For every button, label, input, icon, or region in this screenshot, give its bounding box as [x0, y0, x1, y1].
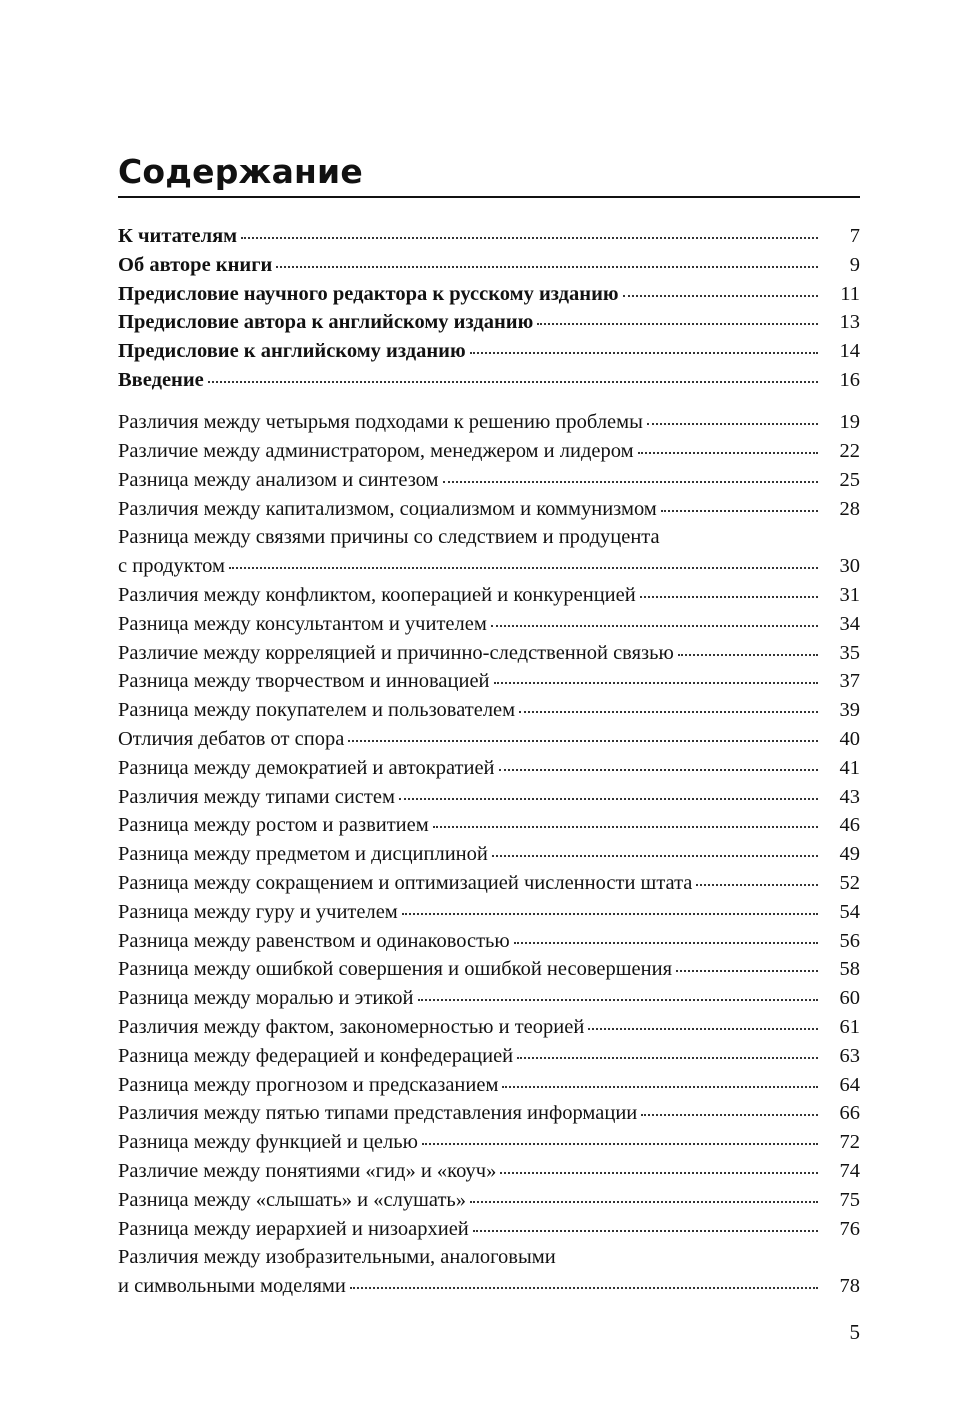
toc-chapter-entry[interactable]	[118, 466, 860, 495]
dot-leader	[418, 998, 818, 1001]
toc-entry-title: Различие между понятиями «гид» и «коуч»	[118, 1160, 497, 1182]
toc-page-number: 58	[839, 958, 860, 981]
dot-leader	[399, 797, 818, 800]
toc-chapter-entry[interactable]	[118, 667, 860, 696]
toc-chapter-entry[interactable]	[118, 1243, 860, 1301]
toc-entry-title: Отличия дебатов от спора	[118, 728, 345, 751]
toc-page-number: 22	[839, 440, 860, 463]
dot-leader	[241, 236, 818, 239]
dot-leader	[661, 509, 818, 512]
toc-page-number: 61	[839, 1016, 860, 1039]
toc-entry-title: Разница между ростом и развитием	[118, 814, 429, 837]
dot-leader	[638, 451, 818, 454]
dot-leader	[348, 739, 818, 742]
toc-entry-title: Об авторе книги	[118, 253, 273, 276]
dot-leader	[588, 1027, 818, 1030]
toc-entry-title: Разница между функцией и целью	[118, 1131, 418, 1154]
dot-leader	[641, 1113, 818, 1116]
dot-leader	[422, 1142, 818, 1145]
dot-leader	[517, 1056, 818, 1059]
dot-leader	[491, 624, 818, 627]
toc-entry-title: Различия между типами систем	[118, 785, 395, 808]
dot-leader	[229, 566, 818, 569]
toc-entry-title: Различия между фактом, закономерностью и теорией	[118, 1016, 585, 1039]
toc-page-number: 74	[839, 1160, 860, 1182]
dot-leader	[443, 480, 818, 483]
dot-leader	[470, 1200, 818, 1203]
toc-entry-title: Различия между пятью типами представления информации	[118, 1102, 638, 1125]
toc-page-number: 60	[839, 987, 860, 1010]
toc-chapter-entry[interactable]	[118, 610, 860, 639]
toc-chapter-entry[interactable]	[118, 955, 860, 984]
toc-entry-title: Различие между администратором, менеджером и лидером	[118, 440, 634, 463]
toc-chapter-entry[interactable]	[118, 869, 860, 898]
toc-page-number: 43	[839, 785, 860, 808]
dot-leader	[208, 380, 818, 383]
toc-page-number: 7	[849, 225, 860, 247]
toc-entry-title: с продуктом	[118, 555, 225, 578]
toc-page-number: 14	[839, 340, 860, 363]
toc-entry-title: Различия между капитализмом, социализмом и коммунизмом	[118, 497, 657, 520]
dot-leader	[492, 854, 818, 857]
toc-chapter-entry[interactable]	[118, 495, 860, 524]
toc-front-matter-entry[interactable]	[118, 222, 860, 251]
dot-leader	[514, 941, 818, 944]
toc-chapter-entry[interactable]	[118, 984, 860, 1013]
toc-chapter-entry[interactable]	[118, 437, 860, 466]
toc-chapter-entry[interactable]	[118, 1099, 860, 1128]
toc-front-matter-entry[interactable]	[118, 251, 860, 280]
dot-leader	[678, 653, 818, 656]
toc-entry-title: Предисловие научного редактора к русскому изданию	[118, 282, 619, 305]
page-number: 5	[849, 1320, 860, 1344]
toc-page-number: 54	[839, 900, 860, 923]
toc-chapter-entry[interactable]	[118, 696, 860, 725]
dot-leader	[500, 1171, 818, 1174]
toc-front-matter-entry[interactable]	[118, 308, 860, 337]
toc-page-number: 13	[839, 311, 860, 334]
table-of-contents	[118, 222, 860, 1301]
toc-chapter-entry[interactable]	[118, 811, 860, 840]
dot-leader	[647, 422, 818, 425]
toc-chapter-entry[interactable]	[118, 898, 860, 927]
toc-front-matter-entry[interactable]	[118, 337, 860, 366]
toc-entry-title: Введение	[118, 368, 204, 391]
toc-chapter-entry[interactable]	[118, 840, 860, 869]
toc-entry-title: Различие между корреляцией и причинно-следственной связью	[118, 641, 674, 664]
toc-entry-title: Разница между демократией и автократией	[118, 756, 495, 779]
toc-chapter-entry[interactable]	[118, 408, 860, 437]
toc-entry-title: Разница между моралью и этикой	[118, 987, 414, 1010]
toc-page-number: 30	[839, 555, 860, 578]
dot-leader	[350, 1286, 818, 1289]
toc-chapter-entry[interactable]	[118, 1215, 860, 1244]
toc-entry-title: Разница между ошибкой совершения и ошибкой несовершения	[118, 958, 673, 981]
toc-page-number: 64	[839, 1073, 860, 1096]
toc-page-number: 40	[839, 728, 860, 751]
dot-leader	[276, 265, 818, 268]
toc-chapter-entry[interactable]	[118, 754, 860, 783]
toc-page-number: 56	[839, 929, 860, 952]
toc-page-number: 66	[839, 1102, 860, 1125]
dot-leader	[473, 1229, 818, 1232]
toc-chapter-entry[interactable]	[118, 1071, 860, 1100]
toc-chapter-entry[interactable]	[118, 1013, 860, 1042]
toc-entry-title: Различия между четырьмя подходами к решению проблемы	[118, 411, 643, 434]
toc-entry-title: Разница между связями причины со следствием и продуцента	[118, 526, 660, 549]
toc-page-number: 46	[839, 814, 860, 837]
toc-chapter-entry[interactable]	[118, 725, 860, 754]
toc-chapter-entry[interactable]	[118, 927, 860, 956]
toc-page-number: 11	[840, 282, 860, 305]
toc-page-number: 75	[839, 1188, 860, 1211]
toc-page-number: 52	[839, 872, 860, 895]
toc-page-number: 72	[839, 1131, 860, 1154]
toc-chapter-entry[interactable]	[118, 783, 860, 812]
toc-entry-title: Разница между консультантом и учителем	[118, 612, 487, 635]
toc-page-number: 34	[839, 612, 860, 635]
toc-entry-title: Разница между «слышать» и «слушать»	[118, 1188, 466, 1211]
dot-leader	[494, 681, 818, 684]
toc-page-number: 19	[839, 411, 860, 434]
dot-leader	[640, 595, 818, 598]
toc-entry-title: Различия между конфликтом, кооперацией и конкуренцией	[118, 584, 636, 607]
toc-chapter-entry[interactable]	[118, 1042, 860, 1071]
dot-leader	[402, 912, 818, 915]
toc-entry-title: К читателям	[118, 225, 238, 247]
toc-entry-title: Разница между анализом и синтезом	[118, 468, 439, 491]
toc-entry-title: Разница между творчеством и инновацией	[118, 670, 490, 693]
dot-leader	[433, 825, 818, 828]
toc-page-number: 9	[849, 253, 860, 276]
toc-chapter-entry[interactable]	[118, 1157, 860, 1186]
toc-entry-title: Разница между федерацией и конфедерацией	[118, 1044, 514, 1067]
toc-entry-title: Различия между изобразительными, аналоговыми	[118, 1246, 556, 1269]
toc-entry-title: и символьными моделями	[118, 1275, 346, 1298]
title-rule	[118, 196, 860, 198]
toc-chapter-entry[interactable]	[118, 581, 860, 610]
dot-leader	[519, 710, 818, 713]
dot-leader	[499, 768, 818, 771]
toc-page-number: 25	[839, 468, 860, 491]
dot-leader	[676, 969, 818, 972]
toc-entry-title: Предисловие к английскому изданию	[118, 340, 466, 363]
toc-chapter-entry[interactable]	[118, 523, 860, 581]
toc-page-number: 78	[839, 1275, 860, 1298]
toc-page-number: 63	[839, 1044, 860, 1067]
toc-entry-title: Разница между равенством и одинаковостью	[118, 929, 510, 952]
toc-page-number: 37	[839, 670, 860, 693]
toc-entry-title: Разница между сокращением и оптимизацией численности штата	[118, 872, 693, 895]
dot-leader	[623, 294, 818, 297]
toc-page-number: 49	[839, 843, 860, 866]
toc-entry-title: Разница между покупателем и пользователем	[118, 699, 516, 722]
toc-front-matter-entry[interactable]	[118, 366, 860, 395]
toc-page-number: 76	[839, 1217, 860, 1240]
toc-page-number: 41	[839, 756, 860, 779]
toc-page-number: 39	[839, 699, 860, 722]
dot-leader	[502, 1085, 818, 1088]
toc-page-number: 28	[839, 497, 860, 520]
dot-leader	[537, 322, 818, 325]
dot-leader	[696, 883, 818, 886]
toc-entry-title: Разница между гуру и учителем	[118, 900, 398, 923]
dot-leader	[470, 351, 818, 354]
page-title: Содержание	[118, 152, 363, 191]
toc-chapter-entry[interactable]	[118, 1186, 860, 1215]
toc-chapter-entry[interactable]	[118, 1128, 860, 1157]
toc-page-number: 16	[839, 368, 860, 391]
toc-page-number: 31	[839, 584, 860, 607]
toc-entry-title: Разница между прогнозом и предсказанием	[118, 1073, 499, 1096]
toc-entry-title: Предисловие автора к английскому изданию	[118, 311, 534, 334]
toc-entry-title: Разница между иерархией и низоархией	[118, 1217, 469, 1240]
toc-entry-title: Разница между предметом и дисциплиной	[118, 843, 488, 866]
toc-page-number: 35	[839, 641, 860, 664]
toc-front-matter-entry[interactable]	[118, 280, 860, 309]
toc-chapter-entry[interactable]	[118, 639, 860, 668]
